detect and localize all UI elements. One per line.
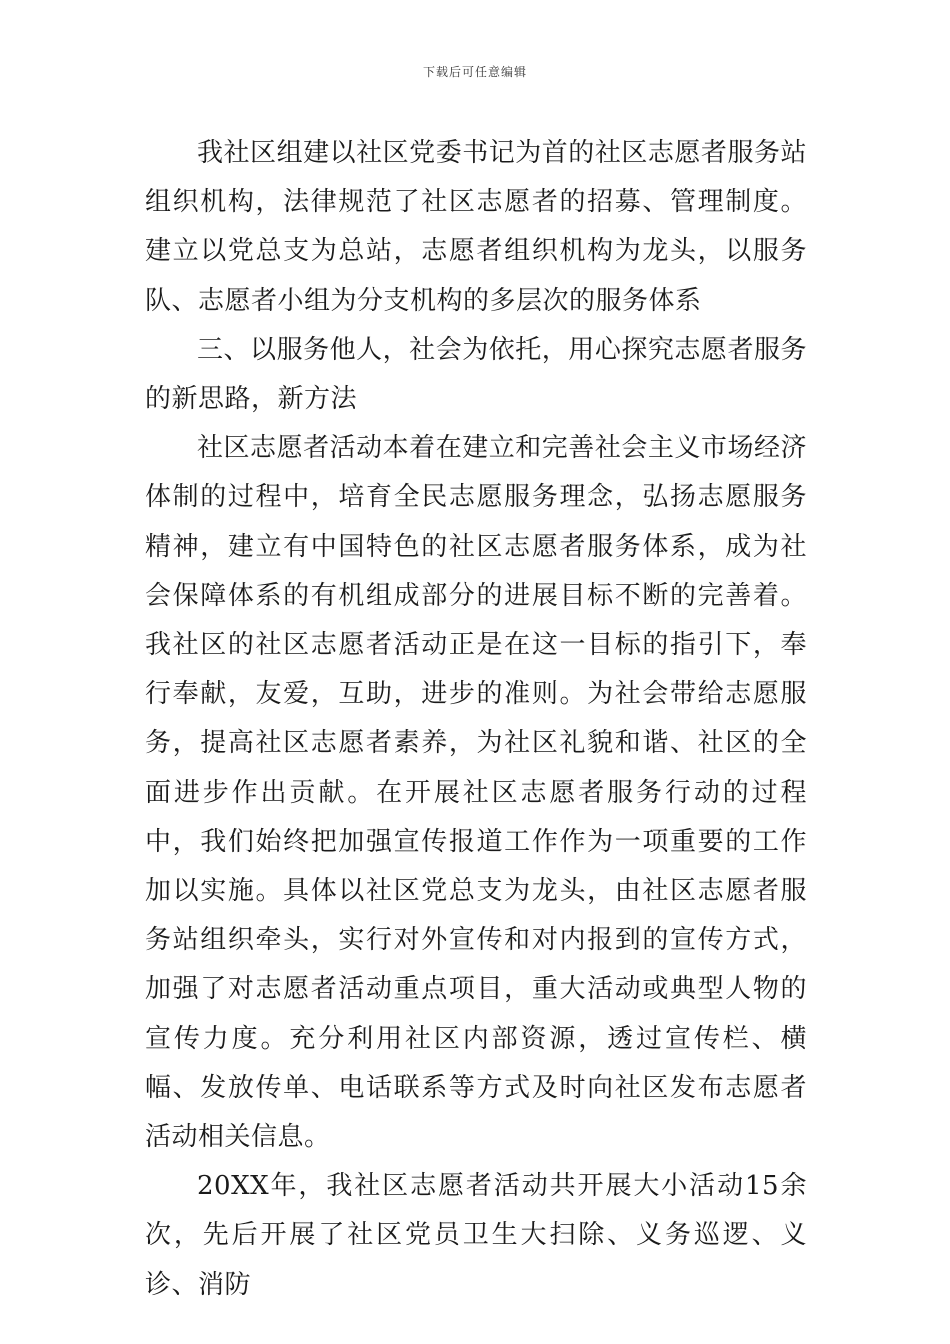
paragraph-volunteer-organization: 我社区组建以社区党委书记为首的社区志愿者服务站组织机构，法律规范了社区志愿者的招募、管理制度。建立以党总支为总站，志愿者组织机构为龙头，以服务队、志愿者小组为分支机构的多层次的服务体系 [145, 138, 807, 316]
paragraph-annual-summary: 20XX年，我社区志愿者活动共开展大小活动15余次，先后开展了社区党员卫生大扫除、义务巡逻、义诊、消防 [145, 1171, 807, 1300]
paragraph-section-three-heading: 三、以服务他人，社会为依托，用心探究志愿者服务的新思路，新方法 [145, 334, 807, 415]
paragraph-volunteer-activities: 社区志愿者活动本着在建立和完善社会主义市场经济体制的过程中，培育全民志愿服务理念，弘扬志愿服务精神，建立有中国特色的社区志愿者服务体系，成为社会保障体系的有机组成部分的进展目标不断的完善着。我社区的社区志愿者活动正是在这一目标的指引下，奉行奉献，友爱，互助，进步的准则。为社会带给志愿服务，提高社区志愿者素养，为社区礼貌和谐、社区的全面进步作出贡献。在开展社区志愿者服务行动的过程中，我们始终把加强宣传报道工作作为一项重要的工作加以实施。具体以社区党总支为龙头，由社区志愿者服务站组织牵头，实行对外宣传和对内报到的宣传方式，加强了对志愿者活动重点项目，重大活动或典型人物的宣传力度。充分利用社区内部资源，透过宣传栏、横幅、发放传单、电话联系等方式及时向社区发布志愿者活动相关信息。 [145, 433, 807, 1153]
header-note: 下载后可任意编辑 [422, 65, 527, 79]
document-body [145, 129, 807, 1310]
